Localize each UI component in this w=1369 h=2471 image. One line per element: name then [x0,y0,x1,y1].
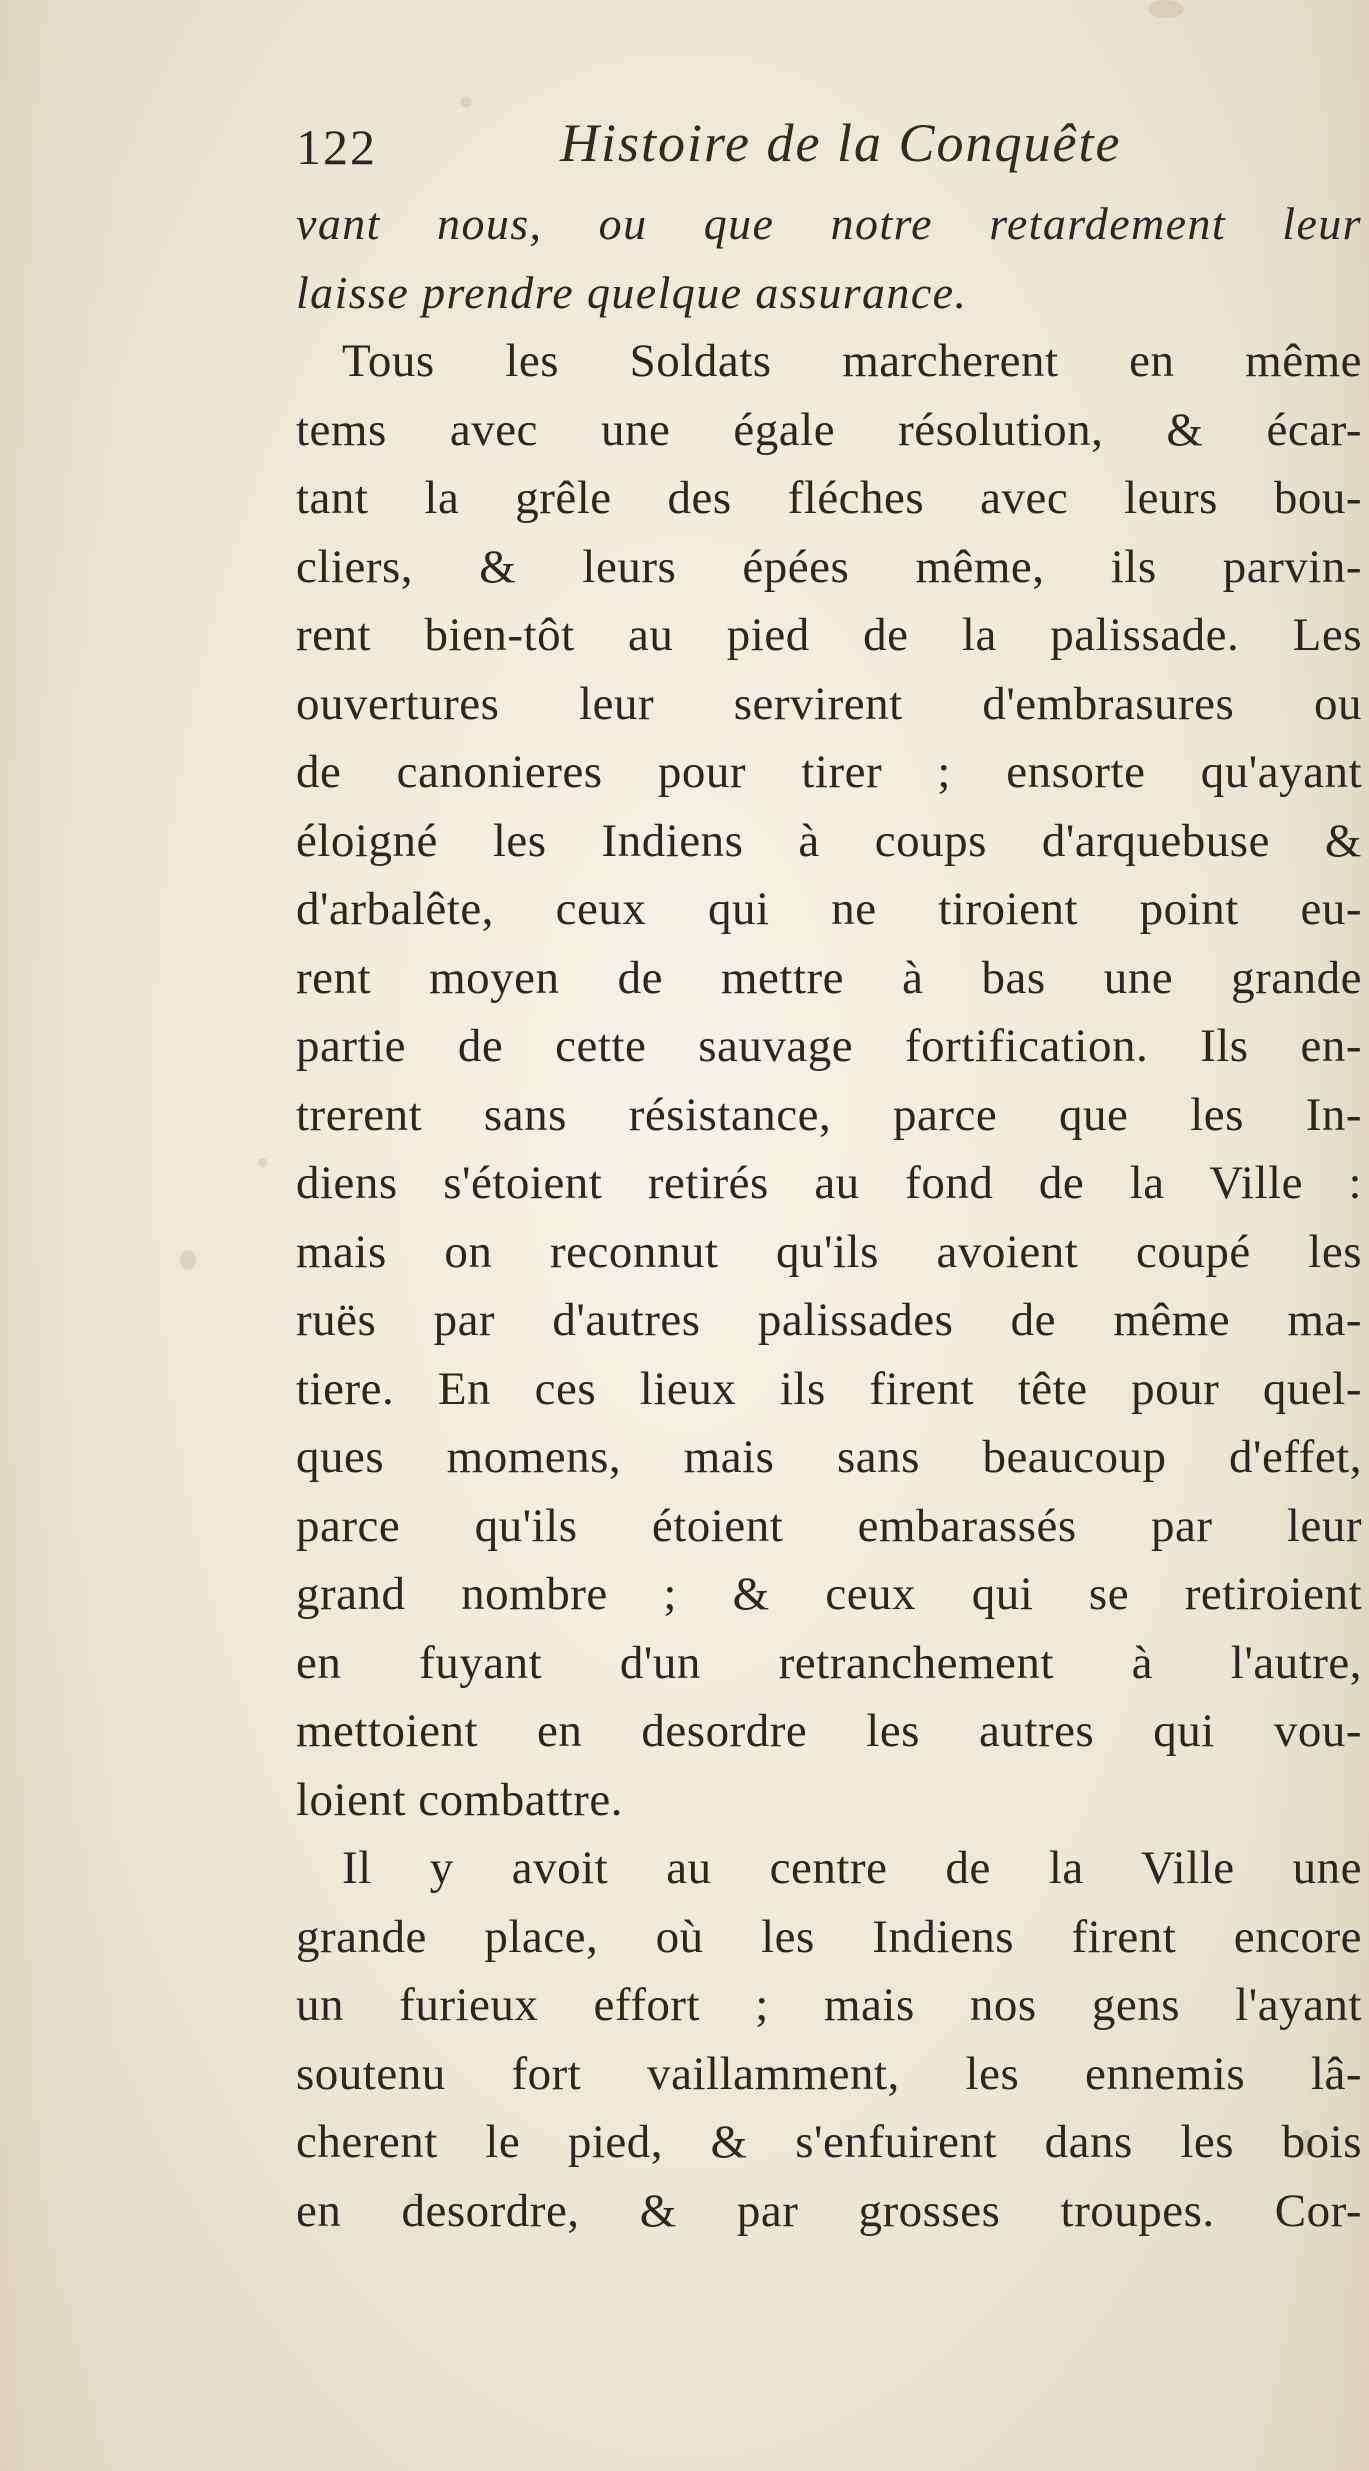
text-line: d'arbalête, ceux qui ne tiroient point eu- [296,883,1362,935]
paper-stain [460,96,472,108]
text-line: diens s'étoient retirés au fond de la Ville : [296,1157,1362,1209]
text-line: tiere. En ces lieux ils firent tête pour quel- [296,1362,1362,1415]
text-line: vant nous, ou que notre retardement leur [296,198,1362,249]
paper-stain [258,1158,268,1168]
body-text [296,190,1362,2245]
text-line: rent moyen de mettre à bas une grande [296,951,1362,1004]
paper-stain [1148,0,1184,18]
text-line: partie de cette sauvage fortification. Ils en- [296,1020,1362,1072]
text-line: mettoient en desordre les autres qui vou- [296,1705,1362,1757]
text-line: grand nombre ; & ceux qui se retiroient [296,1568,1362,1620]
text-line: mais on reconnut qu'ils avoient coupé les [296,1225,1362,1278]
text-line: grande place, où les Indiens firent encore [296,1910,1362,1963]
text-line: laisse prendre quelque assurance. [296,266,968,318]
text-line: cliers, & leurs épées même, ils parvin- [296,540,1362,593]
text-line: ques momens, mais sans beaucoup d'effet, [296,1431,1362,1483]
text-line: ruës par d'autres palissades de même ma- [296,1294,1362,1346]
text-line: cherent le pied, & s'enfuirent dans les bois [296,2116,1362,2168]
running-head: Histoire de la Conquête [560,113,1122,173]
text-line: tems avec une égale résolution, & écar- [296,403,1362,456]
text-line: en desordre, & par grosses troupes. Cor- [296,2184,1362,2237]
text-line: Tous les Soldats marcherent en même [342,335,1362,387]
text-line: en fuyant d'un retranchement à l'autre, [296,1636,1362,1689]
text-line: rent bien-tôt au pied de la palissade. Les [296,609,1362,661]
text-line: un furieux effort ; mais nos gens l'ayant [296,1979,1362,2031]
text-line: Il y avoit au centre de la Ville une [342,1842,1362,1894]
text-line: loient combattre. [296,1773,623,1826]
text-line: éloigné les Indiens à coups d'arquebuse & [296,814,1362,867]
text-line: ouvertures leur servirent d'embrasures ou [296,677,1362,730]
text-line: trerent sans résistance, parce que les In- [296,1088,1362,1141]
text-line: tant la grêle des fléches avec leurs bou- [296,472,1362,524]
page-header [0,108,1369,178]
page-number: 122 [296,119,377,175]
text-line: de canonieres pour tirer ; ensorte qu'ayant [296,746,1362,798]
text-line: soutenu fort vaillamment, les ennemis lâ- [296,2047,1362,2100]
paper-stain [180,1250,196,1270]
text-line: parce qu'ils étoient embarassés par leur [296,1499,1362,1552]
